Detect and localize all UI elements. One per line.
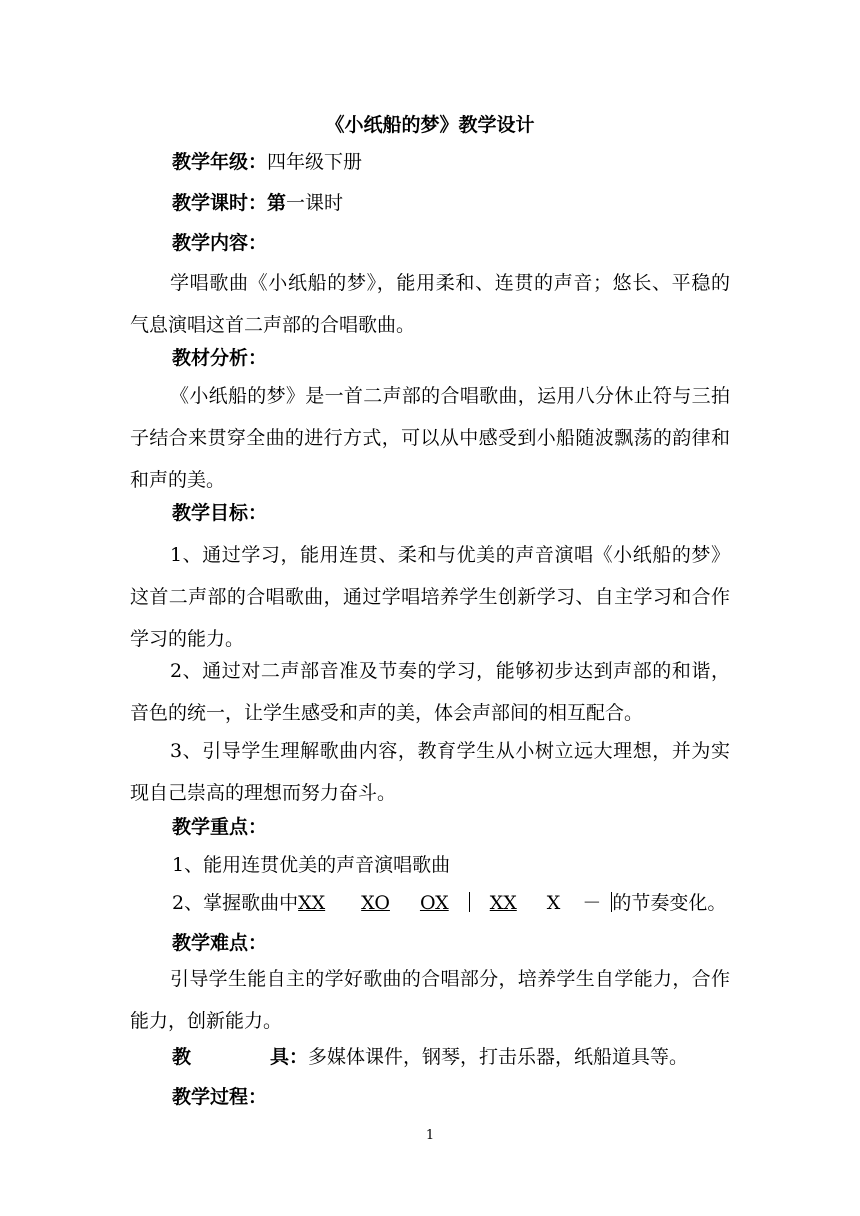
process-heading: 教学过程： (172, 1086, 268, 1108)
tools-label-a: 教 (172, 1046, 192, 1068)
document-title: 《小纸船的梦》教学设计 (325, 114, 535, 136)
rhythm-note-2: XO (361, 892, 390, 914)
rhythm-dash: － (582, 892, 602, 914)
tools-value: 多媒体课件，钢琴，打击乐器，纸船道具等。 (308, 1046, 689, 1068)
content-heading: 教学内容： (172, 232, 268, 254)
key-point-item-2 (172, 888, 726, 918)
objective-item-1: 1、通过学习，能用连贯、柔和与优美的声音演唱《小纸船的梦》这首二声部的合唱歌曲，通过学唱培养学生创新学习、自主学习和合作学习的能力。 (130, 544, 730, 650)
key-point-item-1: 1、能用连贯优美的声音演唱歌曲 (172, 854, 451, 876)
rhythm-note-4: XX (489, 892, 517, 914)
period-value-bold: 第 (267, 192, 287, 214)
difficulty-text: 引导学生能自主的学好歌曲的合唱部分，培养学生自学能力，合作能力，创新能力。 (130, 968, 730, 1032)
grade-line (172, 147, 362, 177)
page-number: 1 (425, 1128, 435, 1143)
objectives-heading: 教学目标： (172, 502, 268, 524)
difficulty-heading: 教学难点： (172, 932, 268, 954)
key-point-item-2-suffix: 的节奏变化。 (612, 892, 727, 914)
analysis-text: 《小纸船的梦》是一首二声部的合唱歌曲，运用八分休止符与三拍子结合来贯穿全曲的进行方式，可以从中感受到小船随波飘荡的韵律和和声的美。 (130, 385, 730, 491)
rhythm-note-3: OX (419, 892, 449, 914)
period-label: 教学课时： (172, 192, 268, 214)
key-point-item-2-prefix: 2、掌握歌曲中 (172, 892, 299, 914)
grade-label: 教学年级： (172, 151, 268, 173)
tools-line (172, 1042, 688, 1072)
tools-label-b: 具： (270, 1046, 309, 1068)
objective-item-3: 3、引导学生理解歌曲内容，教育学生从小树立远大理想，并为实现自己崇高的理想而努力奋斗。 (130, 740, 730, 804)
period-line (172, 188, 343, 218)
barline-1 (469, 892, 470, 912)
rhythm-note-5: X (546, 892, 561, 914)
analysis-heading: 教材分析： (172, 347, 268, 369)
key-points-heading: 教学重点： (172, 816, 268, 838)
period-value: 一课时 (286, 192, 344, 214)
rhythm-note-1: XX (298, 892, 326, 914)
grade-value: 四年级下册 (267, 151, 363, 173)
content-text: 学唱歌曲《小纸船的梦》，能用柔和、连贯的声音；悠长、平稳的气息演唱这首二声部的合唱歌曲。 (130, 272, 730, 336)
objective-item-2: 2、通过对二声部音准及节奏的学习，能够初步达到声部的和谐，音色的统一，让学生感受和声的美，体会声部间的相互配合。 (130, 660, 730, 724)
